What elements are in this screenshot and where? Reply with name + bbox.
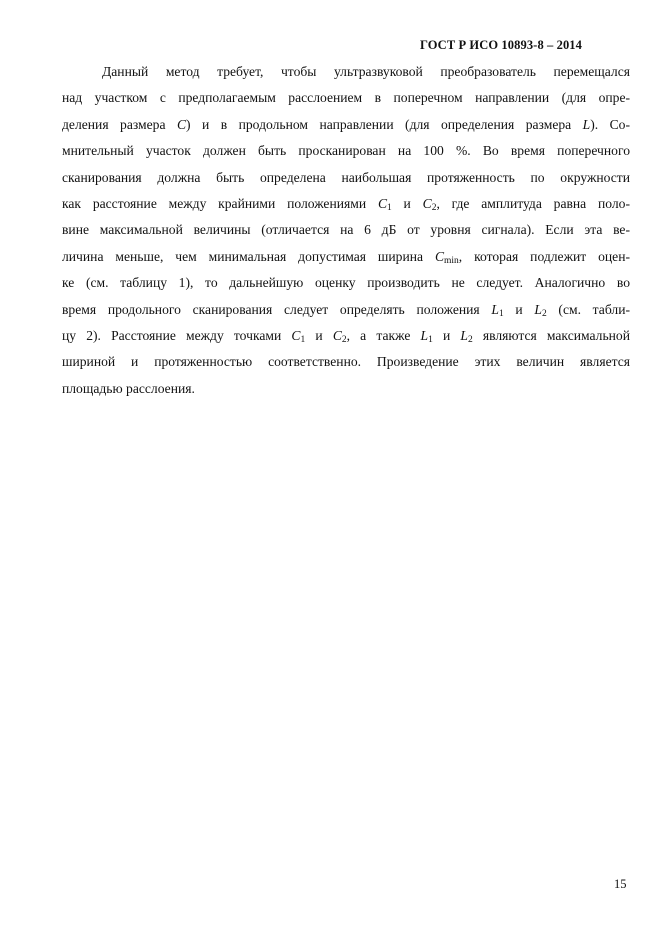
text-run: , которая подлежит оцен- bbox=[458, 248, 630, 264]
variable-l: L bbox=[491, 301, 499, 317]
variable-c: C bbox=[332, 327, 342, 343]
subscript: 1 bbox=[300, 334, 306, 345]
text-line-12: шириной и протяженностью соответственно. Произведение этих величин является bbox=[62, 354, 630, 370]
text-run: ) и в продольном направлении (для определения размера bbox=[186, 116, 583, 132]
text-line-7: вине максимальной величины (отличается на 6 дБ от уровня сигнала). Если эта ве- bbox=[62, 222, 630, 238]
text-run: , где амплитуда равна поло- bbox=[436, 195, 630, 211]
page-number: 15 bbox=[614, 877, 627, 891]
text-line-9: ке (см. таблицу 1), то дальнейшую оценку производить не следует. Аналогично во bbox=[62, 275, 630, 291]
variable-l: L bbox=[582, 116, 591, 132]
text-line-3 bbox=[62, 112, 630, 138]
variable-l: L bbox=[460, 327, 468, 343]
text-run: и bbox=[391, 195, 423, 211]
text-line-1: Данный метод требует, чтобы ультразвуковой преобразователь перемещался bbox=[102, 64, 630, 79]
text-run: , а также bbox=[346, 327, 421, 343]
subscript: 1 bbox=[428, 334, 433, 345]
variable-l: L bbox=[420, 327, 429, 343]
variable-c: C bbox=[434, 248, 445, 264]
text-line-10 bbox=[62, 297, 630, 323]
text-line-5: сканирования должна быть определена наибольшая протяженность по окружности bbox=[62, 169, 630, 185]
subscript: 1 bbox=[387, 202, 392, 213]
text-run: (см. табли- bbox=[546, 301, 630, 317]
text-run: как расстояние между крайними положениями bbox=[62, 195, 378, 211]
text-line-13: площадью расслоения. bbox=[62, 380, 195, 396]
text-run: и bbox=[503, 301, 535, 317]
variable-c: C bbox=[291, 327, 301, 343]
text-line-6 bbox=[62, 191, 630, 217]
document-header: ГОСТ Р ИСО 10893-8 – 2014 bbox=[419, 38, 582, 52]
subscript: 2 bbox=[341, 334, 347, 345]
subscript: min bbox=[444, 255, 459, 266]
text-run: и bbox=[305, 327, 333, 343]
variable-l: L bbox=[534, 301, 542, 317]
variable-c: C bbox=[176, 116, 187, 132]
subscript: 2 bbox=[467, 334, 473, 345]
text-run: ). Со- bbox=[590, 116, 630, 132]
text-run: деления размера bbox=[62, 116, 177, 132]
text-run: время продольного сканирования следует определять положения bbox=[62, 301, 492, 317]
text-run: личина меньше, чем минимальная допустимая ширина bbox=[62, 248, 435, 264]
subscript: 1 bbox=[498, 308, 504, 319]
subscript: 2 bbox=[541, 308, 547, 319]
text-line-11 bbox=[62, 323, 630, 349]
text-line-2: над участком с предполагаемым расслоением в поперечном направлении (для опре- bbox=[62, 90, 630, 106]
subscript: 2 bbox=[431, 202, 437, 213]
variable-c: C bbox=[377, 195, 388, 211]
text-line-8 bbox=[62, 244, 630, 270]
text-run: и bbox=[432, 327, 461, 343]
text-line-4: мнительный участок должен быть просканирован на 100 %. Во время поперечного bbox=[62, 143, 630, 159]
body-paragraph bbox=[62, 59, 630, 402]
variable-c: C bbox=[422, 195, 432, 211]
text-run: являются максимальной bbox=[472, 327, 630, 343]
text-run: цу 2). Расстояние между точками bbox=[62, 327, 292, 343]
